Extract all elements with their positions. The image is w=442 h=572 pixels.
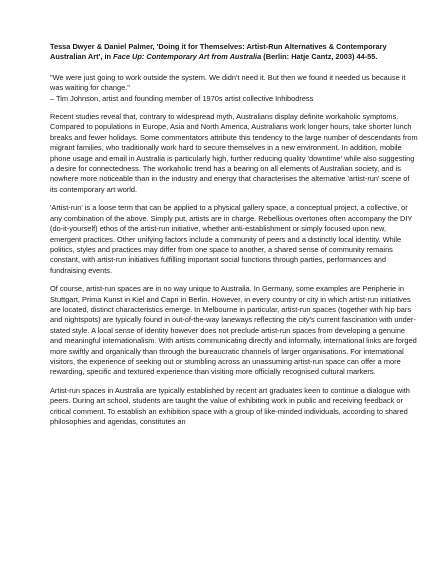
paragraph-2: 'Artist-run' is a loose term that can be applied to a physical gallery space, a conceptual project, a collective, or any combination of the above. Simply put, artists are in charge. Rebellious overtones often accompany the DIY (do-it-yourself) ethos of the artist-run initiative, whether anti-establishment or simply focused upon new, emergent practices. Other unifying factors include a community of peers and a distinctly local identity. While politics, styles and practices may differ from one space to another, a shared sense of community remains constant, with artist-run initiatives fulfilling important social functions through parties, performances and fundraising events. — [50, 203, 413, 275]
citation-authors: Tessa Dwyer & Daniel Palmer, — [50, 42, 157, 51]
citation-chapter-title: 'Doing it for Themselves: Artist-Run Alternatives & Contemporary Australian Art' — [50, 42, 387, 62]
document-page — [50, 42, 418, 435]
epigraph-quote: "We were just going to work outside the system. We didn't need it. But then we found it needed us because it was waiting for change." — [50, 72, 406, 93]
citation-heading — [50, 42, 418, 63]
epigraph — [50, 73, 418, 104]
paragraph-1: Recent studies reveal that, contrary to widespread myth, Australians display definite workaholic symptoms. Compared to populations in Europe, Asia and North America, Australians work longer hours, take shorter lunch breaks and fewer holidays. Some commentators attribute this tendency to the large number of descendants from migrant families, who traditionally work hard to secure themselves in a new environment. In addition, mobile phone usage and email in Australia is particularly high, further reducing quality 'downtime' while also suggesting a desire for connectedness. The workaholic trend has a bearing on all elements of Australian society, and is nowhere more noticeable than in the industry and energy that characterises the alternative 'artist-run' scene of its contemporary art world. — [50, 112, 418, 194]
paragraph-3: Of course, artist-run spaces are in no way unique to Australia. In Germany, some examples are Peripherie in Stuttgart, Prima Kunst in Kiel and Capri in Berlin. However, in every country or city in which artist-run initiatives are located, distinct characteristics emerge. In Melbourne in particular, artist-run spaces (together with hip bars and nightspots) are typically found in out-of-the-way laneways reflecting the city's current fascination with under-stated style. A local sense of identity however does not preclude artist-run spaces from developing a genuine and meaningful internationalism. With artists communicating directly and informally, international links are forged more swiftly and organically than through the bureaucratic channels of larger organisations. For international visitors, the experience of seeking out or stumbling across an unassuming artist-run space can offer a more rewarding, specific and textured experience than visiting more officially recognised cultural markers. — [50, 284, 417, 377]
citation-book-title: Face Up: Contemporary Art from Australia — [113, 52, 262, 62]
paragraph-4: Artist-run spaces in Australia are typically established by recent art graduates keen to continue a dialogue with peers. During art school, students are taught the value of exhibiting work in public and receiving feedback or critical comment. To establish an exhibition space with a group of like-minded individuals, according to shared philosophies and agendas, constitutes an — [50, 385, 410, 426]
citation-in: , in — [100, 52, 114, 62]
epigraph-attribution: – Tim Johnson, artist and founding member of 1970s artist collective Inhibodress — [50, 93, 314, 103]
citation-publisher: (Berlin: Hatje Cantz, 2003) 44-55. — [261, 52, 378, 62]
